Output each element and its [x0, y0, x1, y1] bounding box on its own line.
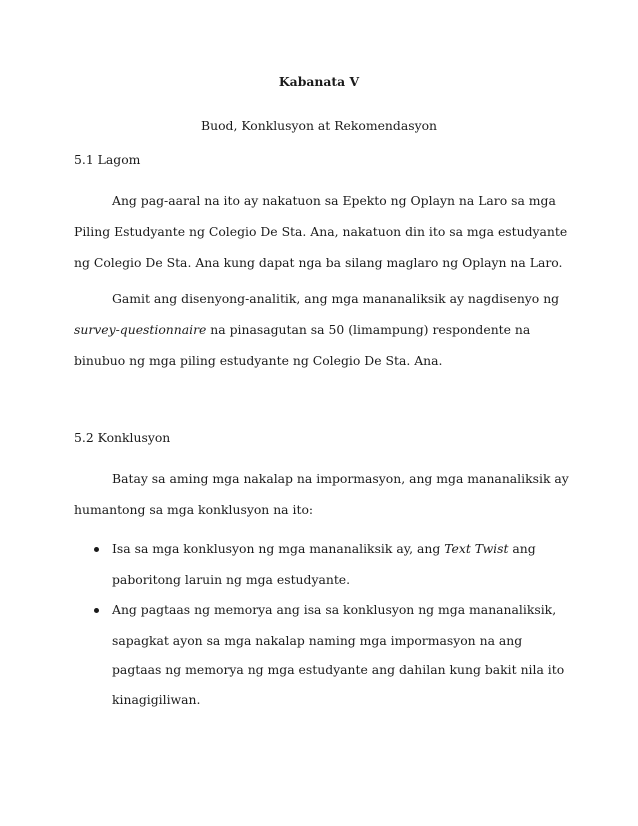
- list-item-line: Ang pagtaas ng memorya ang isa sa konklusyon ng mga mananaliksik,: [112, 602, 557, 617]
- list-item-text: Isa sa mga konklusyon ng mga mananaliksik ay, ang: [112, 541, 445, 556]
- italic-term: Text Twist: [444, 541, 509, 556]
- italic-term: survey-questionnaire: [74, 322, 207, 337]
- list-item-line: paboritong laruin ng mga estudyante.: [112, 572, 351, 587]
- list-item-line: kinagigiliwan.: [112, 692, 201, 707]
- list-item-text: ang: [508, 541, 536, 556]
- paragraph-line: Piling Estudyante ng Colegio De Sta. Ana, nakatuon din ito sa mga estudyante: [74, 224, 568, 239]
- paragraph-line: [74, 324, 530, 336]
- bullet-icon: [94, 608, 99, 613]
- paragraph-line: ng Colegio De Sta. Ana kung dapat nga ba silang maglaro ng Oplayn na Laro.: [74, 255, 563, 270]
- section-heading-lagom: 5.1 Lagom: [74, 152, 141, 167]
- list-item-line: pagtaas ng memorya ng mga estudyante ang dahilan kung bakit nila ito: [112, 662, 565, 677]
- list-item-line: [112, 543, 536, 555]
- paragraph-line: Batay sa aming mga nakalap na impormasyon, ang mga mananaliksik ay: [112, 471, 569, 486]
- section-heading-konklusyon: 5.2 Konklusyon: [74, 430, 171, 445]
- paragraph-line: binubuo ng mga piling estudyante ng Colegio De Sta. Ana.: [74, 353, 443, 368]
- paragraph-line: humantong sa mga konklusyon na ito:: [74, 502, 314, 517]
- chapter-title: Kabanata V: [278, 74, 360, 89]
- chapter-subtitle: Buod, Konklusyon at Rekomendasyon: [200, 118, 438, 133]
- paragraph-text: na pinasagutan sa 50 (limampung) respondente na: [206, 322, 531, 337]
- paragraph-line: Ang pag-aaral na ito ay nakatuon sa Epekto ng Oplayn na Laro sa mga: [112, 193, 556, 208]
- list-item-line: sapagkat ayon sa mga nakalap naming mga impormasyon na ang: [112, 633, 523, 648]
- paragraph-line: Gamit ang disenyong-analitik, ang mga mananaliksik ay nagdisenyo ng: [112, 291, 560, 306]
- bullet-icon: [94, 547, 99, 552]
